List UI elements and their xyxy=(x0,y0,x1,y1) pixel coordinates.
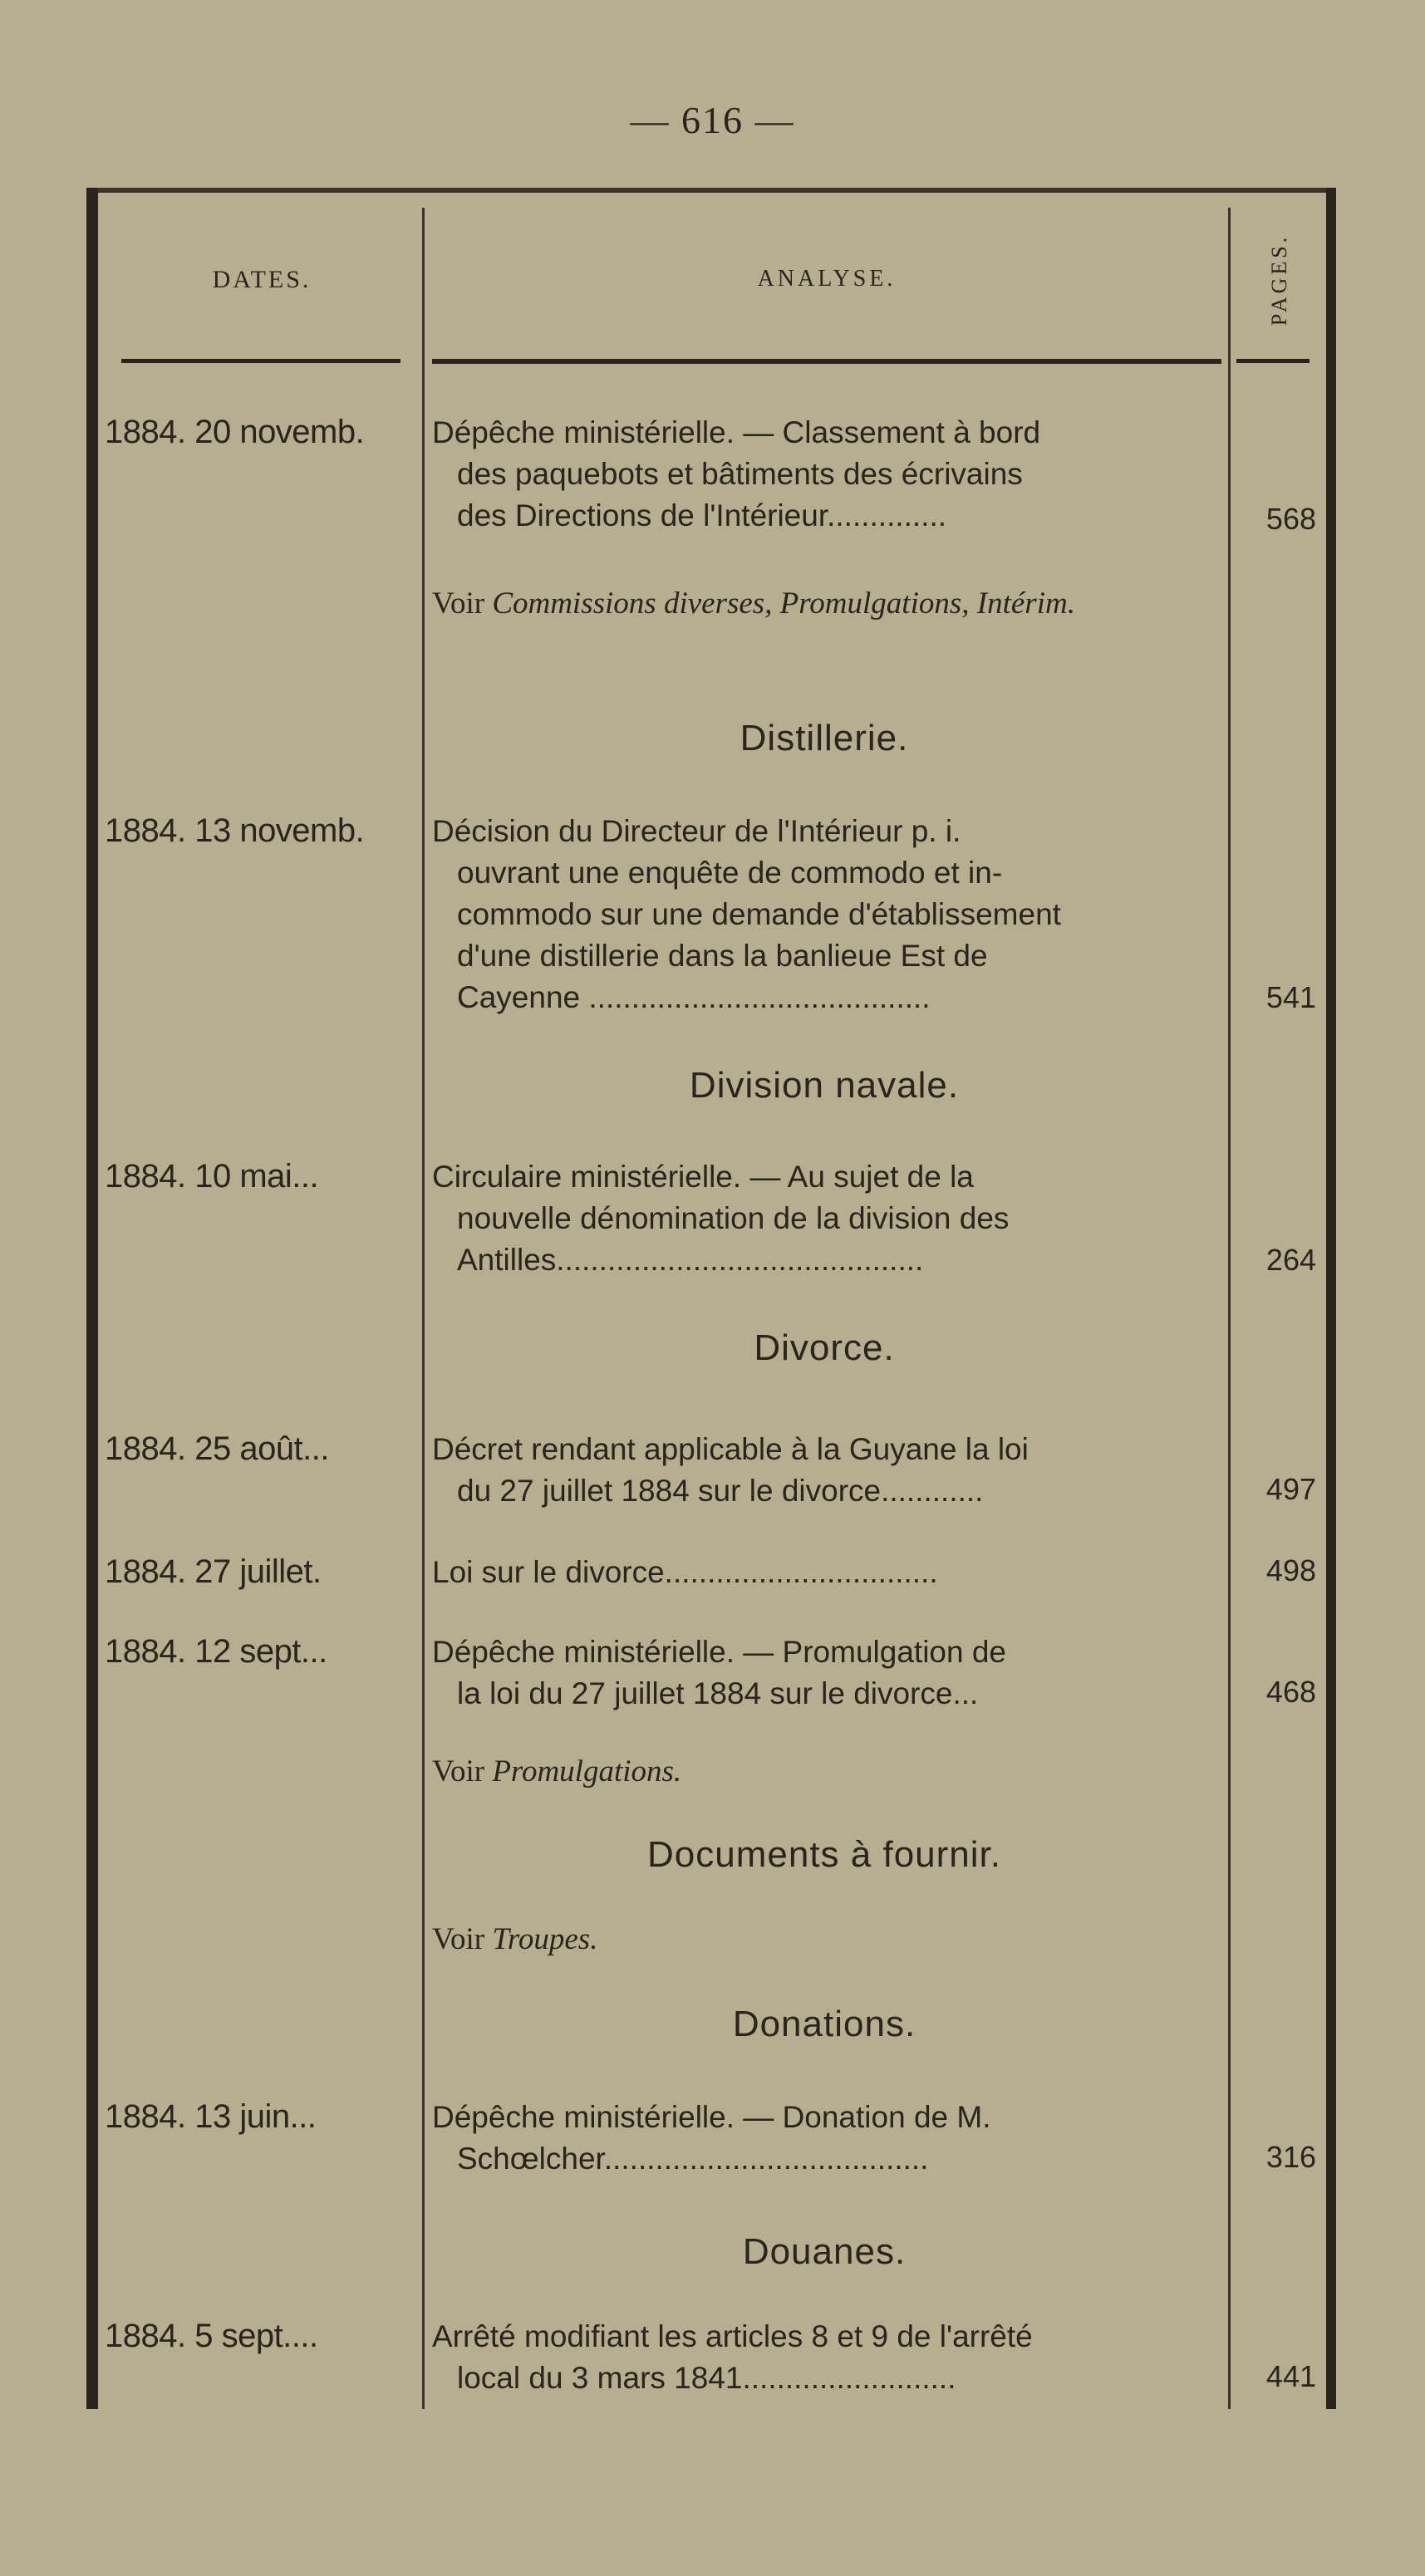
entry-date: 1884. 10 mai... xyxy=(105,1158,319,1195)
entry-page: 568 xyxy=(1265,502,1316,536)
page-number: — 616 — xyxy=(630,99,795,141)
entry-page: 441 xyxy=(1265,2359,1316,2393)
entry-page: 468 xyxy=(1265,1675,1316,1709)
entry-page: 497 xyxy=(1265,1472,1316,1506)
header-rule-pages xyxy=(1236,359,1310,363)
see-label: Voir xyxy=(432,586,485,621)
entry-line: ouvrant une enquête de commodo et in- xyxy=(457,856,1003,890)
section-heading-donations: Donations. xyxy=(732,2004,916,2044)
entry-line: d'une distillerie dans la banlieue Est de xyxy=(457,939,988,973)
entry-page: 316 xyxy=(1265,2140,1316,2174)
entry-line: local du 3 mars 1841......................... xyxy=(457,2361,956,2395)
frame-right-rule xyxy=(1326,188,1336,2409)
frame-left-rule xyxy=(86,188,98,2409)
entry-date: 1884. 27 juillet. xyxy=(105,1553,322,1590)
section-heading-distillerie: Distillerie. xyxy=(740,718,909,758)
entry-line: des paquebots et bâtiments des écrivains xyxy=(457,457,1023,491)
entry-analysis xyxy=(432,2097,1216,2180)
column-divider-pages xyxy=(1228,208,1231,2409)
entry-date: 1884. 25 août... xyxy=(105,1430,330,1467)
header-analyse: ANALYSE. xyxy=(757,266,897,292)
entry-line: Antilles........................................... xyxy=(457,1243,924,1277)
entry-line: du 27 juillet 1884 sur le divorce............ xyxy=(457,1474,984,1508)
entry-analysis xyxy=(432,412,1216,537)
entry-date: 1884. 12 sept... xyxy=(105,1633,327,1670)
entry-analysis xyxy=(432,1156,1216,1281)
see-text: Commissions diverses, Promulgations, Intérim. xyxy=(492,586,1075,621)
entry-date: 1884. 13 novemb. xyxy=(105,812,365,849)
entry-analysis xyxy=(432,1552,1216,1593)
entry-line: Schœlcher...................................... xyxy=(457,2142,929,2176)
section-heading-documents: Documents à fournir. xyxy=(647,1834,1001,1875)
header-rule-analyse xyxy=(432,359,1221,364)
entry-analysis xyxy=(432,2316,1216,2399)
section-heading-division-navale: Division navale. xyxy=(689,1065,960,1106)
see-label: Voir xyxy=(432,1754,485,1788)
entry-line: Loi sur le divorce................................ xyxy=(432,1555,938,1589)
see-also xyxy=(432,1751,1216,1793)
entry-line: la loi du 27 juillet 1884 sur le divorce... xyxy=(457,1676,979,1710)
entry-line: commodo sur une demande d'établissement xyxy=(457,897,1061,931)
entry-line: Dépêche ministérielle. — Donation de M. xyxy=(432,2100,991,2134)
entry-line: Cayenne ........................................ xyxy=(457,980,931,1014)
section-heading-douanes: Douanes. xyxy=(742,2231,907,2272)
header-pages-label: PAGES. xyxy=(1267,233,1291,326)
see-text: Troupes. xyxy=(492,1922,598,1956)
entry-line: des Directions de l'Intérieur.............. xyxy=(457,498,947,532)
entry-line: Arrêté modifiant les articles 8 et 9 de l'arrêté xyxy=(432,2319,1033,2353)
column-divider-dates xyxy=(422,208,425,2409)
see-text: Promulgations. xyxy=(492,1754,682,1788)
entry-line: Dépêche ministérielle. — Classement à bord xyxy=(432,415,1041,449)
frame-top-rule xyxy=(93,188,1331,193)
entry-page: 498 xyxy=(1265,1553,1316,1587)
entry-analysis xyxy=(432,1429,1216,1512)
entry-analysis xyxy=(432,811,1216,1018)
section-heading-divorce: Divorce. xyxy=(754,1327,895,1368)
see-also xyxy=(432,583,1216,625)
entry-line: Décision du Directeur de l'Intérieur p. i. xyxy=(432,814,961,848)
entry-date: 1884. 20 novemb. xyxy=(105,414,365,450)
entry-analysis xyxy=(432,1631,1216,1715)
header-dates: DATES. xyxy=(212,266,312,293)
see-also xyxy=(432,1919,1216,1960)
entry-line: Décret rendant applicable à la Guyane la loi xyxy=(432,1432,1029,1466)
header-rule-dates xyxy=(121,359,400,363)
entry-line: nouvelle dénomination de la division des xyxy=(457,1201,1010,1235)
entry-page: 541 xyxy=(1265,980,1316,1014)
entry-line: Dépêche ministérielle. — Promulgation de xyxy=(432,1635,1007,1669)
entry-date: 1884. 5 sept.... xyxy=(105,2318,318,2354)
entry-line: Circulaire ministérielle. — Au sujet de la xyxy=(432,1160,974,1194)
entry-date: 1884. 13 juin... xyxy=(105,2098,317,2135)
entry-page: 264 xyxy=(1265,1243,1316,1277)
see-label: Voir xyxy=(432,1922,485,1956)
header-pages xyxy=(1246,218,1313,342)
